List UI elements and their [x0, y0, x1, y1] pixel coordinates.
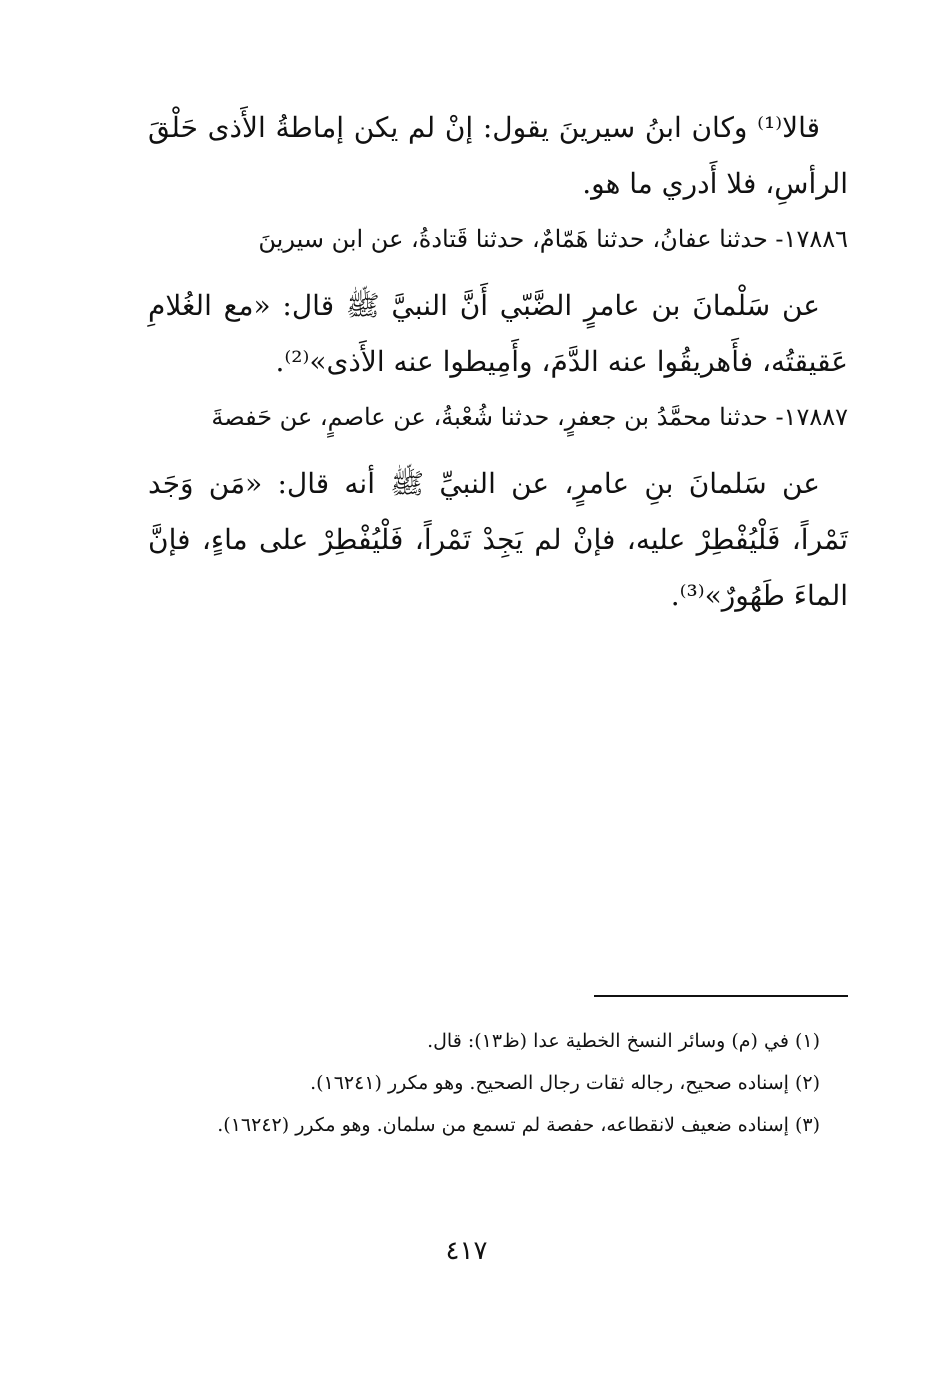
- hadith-17887-isnad: ١٧٨٨٧- حدثنا محمَّدُ بن جعفرٍ، حدثنا شُعْبةُ، عن عاصمٍ، عن حَفصةَ: [211, 403, 848, 431]
- footnote-1: (١) في (م) وسائر النسخ الخطية عدا (ظ١٣): قال.: [427, 1030, 820, 1052]
- hadith-17887-matn: عن سَلمانَ بنِ عامرٍ، عن النبيِّ ﷺ أنه قال: «مَن وَجَد تَمْراً، فَلْيُفْطِرْ عليه، فإنْ لم يَجِدْ تَمْراً، فَلْيُفْطِرْ على ماءٍ، فإنَّ الماءَ طَهُورٌ»⁽³⁾.: [148, 467, 848, 612]
- footnotes: [148, 1020, 848, 1146]
- main-text: [148, 100, 848, 624]
- footnote-3: (٣) إسناده ضعيف لانقطاعه، حفصة لم تسمع من سلمان. وهو مكرر (١٦٢٤٢).: [217, 1114, 820, 1136]
- paragraph-ibn-sirin-saying: قالا⁽¹⁾ وكان ابنُ سيرينَ يقول: إنْ لم يكن إماطةُ الأَذى حَلْقَ الرأسِ، فلا أَدري ما هو.: [148, 111, 848, 200]
- page-number: ٤١٧: [445, 1236, 488, 1266]
- footnote-separator: [594, 995, 848, 997]
- hadith-17886-isnad: ١٧٨٨٦- حدثنا عفانُ، حدثنا هَمّامٌ، حدثنا قَتادةُ، عن ابن سيرينَ: [258, 225, 848, 253]
- hadith-17886-matn: عن سَلْمانَ بن عامرٍ الضَّبّي أَنَّ النبيَّ ﷺ قال: «مع الغُلامِ عَقيقتُه، فأَهريقُوا عنه الدَّمَ، وأَمِيطوا عنه الأَذى»⁽²⁾.: [148, 289, 848, 378]
- footnote-2: (٢) إسناده صحيح، رجاله ثقات رجال الصحيح. وهو مكرر (١٦٢٤١).: [310, 1072, 820, 1094]
